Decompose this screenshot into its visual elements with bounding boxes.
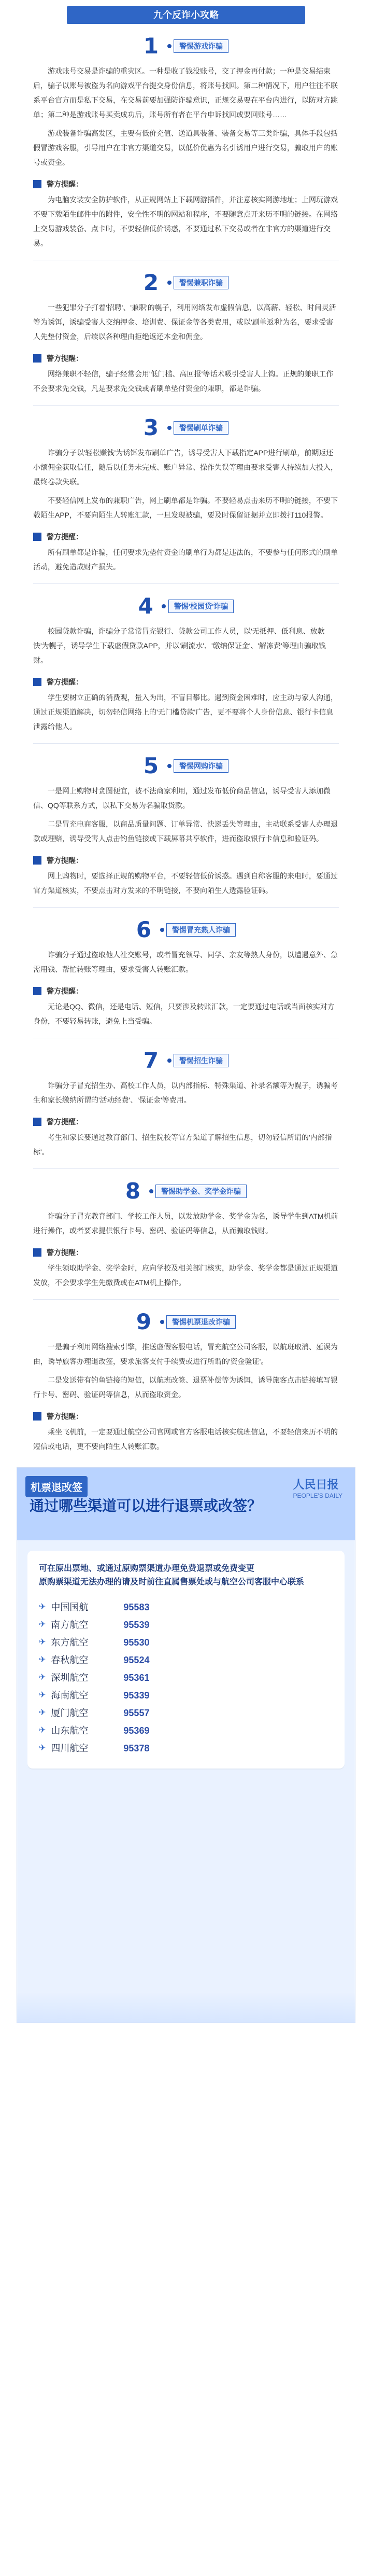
airline-name: 厦门航空: [51, 1708, 89, 1718]
airline-hotline-item: [39, 1739, 333, 1757]
tip-text: 为电脑安装安全防护软件，从正规网站上下载网游插件，并注意核实网游地址；上网玩游戏不要下载陌生邮件中的附件，安全性不明的网站和程序，不要随意点开来历不明的链接。在网络上交易游戏装备、点卡时，不要轻信低价诱惑，不要通过私下交易或者在非官方的渠道进行交易。: [33, 196, 338, 247]
dot-icon: [167, 426, 171, 430]
square-icon: [33, 533, 41, 541]
airline-number: 95524: [123, 1655, 150, 1665]
section-paragraph: 不要轻信网上发布的兼职广告，网上刷单都是诈骗。不要轻易点击来历不明的链接，不要下载陌生APP，不要向陌生人转账汇款，一旦发现被骗，要及时保留证据并立即拨打110报警。: [33, 496, 338, 519]
tip-label: 警方提醒：: [47, 180, 83, 188]
airline-hotline-item: [39, 1616, 333, 1634]
tip-text: 所有刷单都是诈骗，任何要求先垫付资金的刷单行为都是违法的，不要参与任何形式的刷单活动，避免造成财产损失。: [33, 548, 338, 571]
tip-text: 学生要树立正确的消费观，量入为出，不盲目攀比。遇到资金困难时，应主动与家人沟通，通过正规渠道解决，切勿轻信网络上的'无门槛贷款'广告，更不要将个人身份信息、银行卡信息泄露给他人。: [33, 693, 338, 731]
section-8: [0, 1178, 372, 1290]
tip-text: 乘坐飞机前，一定要通过航空公司官网或官方客服电话核实航班信息，不要轻信来历不明的短信或电话，更不要向陌生人转账汇款。: [33, 1428, 338, 1451]
tip-text: 学生领取助学金、奖学金时，应向学校及相关部门核实，助学金、奖学金都是通过正规渠道发放，不会要求学生先缴费或在ATM机上操作。: [33, 1264, 338, 1287]
tip-row: [33, 1247, 339, 1258]
airline-number: 95378: [123, 1743, 150, 1753]
airline-name: 东方航空: [51, 1637, 89, 1648]
airline-name: 四川航空: [51, 1743, 89, 1753]
logo-subtext: PEOPLE'S DAILY: [293, 1492, 342, 1499]
airline-hotline-item: [39, 1634, 333, 1651]
section-paragraph: 诈骗分子冒充教育部门、学校工作人员，以发放助学金、奖学金为名，诱导学生到ATM机前进行操作，或者要求提供银行卡号、密码、验证码等信息，从而骗取钱财。: [33, 1212, 338, 1235]
airline-name: 海南航空: [51, 1690, 89, 1701]
dot-icon: [160, 1320, 164, 1324]
section-number: 2: [143, 270, 159, 295]
tip-row: [33, 677, 339, 687]
airline-number: 95369: [123, 1725, 150, 1736]
square-icon: [33, 1118, 41, 1126]
airline-number: 95583: [123, 1602, 150, 1612]
section-paragraph: 校园贷款诈骗，诈骗分子常常冒充银行、贷款公司工作人员，以'无抵押、低利息、放款快'为幌子，诱导学生下载虚假贷款APP，并以'刷流水'、'缴纳保证金'、'解冻费'等理由骗取钱财。: [33, 627, 326, 664]
section-header: [33, 1178, 339, 1204]
logo-text: 人民日报: [293, 1478, 339, 1491]
section-paragraph: 诈骗分子以'轻松赚钱'为诱饵发布刷单广告，诱导受害人下载指定APP进行刷单，前期返还小额佣金获取信任，随后以任务未完成、账户异常、操作失误等理由要求受害人持续加大投入，最终卷款失联。: [33, 449, 338, 486]
section-label: 警惕网购诈骗: [174, 759, 228, 773]
airline-number: 95530: [123, 1637, 150, 1648]
airplane-icon: ✈: [39, 1708, 46, 1717]
section-9: [0, 1309, 372, 1454]
top-title-wrap: [0, 0, 372, 24]
square-icon: [33, 1412, 41, 1421]
tip-text: 无论是QQ、微信，还是电话、短信，只要涉及转账汇款，一定要通过电话或当面核实对方身份，不要轻易转账，避免上当受骗。: [33, 1002, 335, 1025]
square-icon: [33, 856, 41, 865]
section-paragraph: 二是冒充电商客服，以商品质量问题、订单异常、快递丢失等理由，主动联系受害人办理退款或理赔，诱导受害人点击钓鱼链接或下载屏幕共享软件，进而盗取银行卡信息和验证码。: [33, 820, 338, 843]
section-header: [33, 753, 339, 778]
airline-hotline-item: [39, 1669, 333, 1687]
airplane-icon: ✈: [39, 1603, 46, 1611]
dot-icon: [149, 1189, 153, 1193]
airline-name: 中国国航: [51, 1602, 89, 1612]
divider: [33, 583, 339, 584]
airline-number: 95361: [123, 1673, 150, 1683]
square-icon: [33, 678, 41, 686]
section-label: 警惕'校园贷'诈骗: [168, 600, 234, 613]
section-paragraph: 游戏装备诈骗高发区，主要有低价充值、送道具装备、装备交易等三类诈骗，具体手段包括假冒游戏客服，引导用户在非官方渠道交易，以低价优惠为名引诱用户进行交易，骗取用户的账号或资金。: [33, 129, 338, 166]
section-header: [33, 1309, 339, 1334]
section-header: [33, 593, 339, 619]
airline-hotline-item: [39, 1722, 333, 1739]
section-paragraph: 一是网上购物时贪图便宜，被不法商家利用，通过发布低价商品信息，诱导受害人添加微信、QQ等联系方式，以私下交易为名骗取货款。: [33, 787, 331, 810]
tip-text: 考生和家长要通过教育部门、招生院校等官方渠道了解招生信息，切勿轻信所谓的'内部指标'。: [33, 1133, 332, 1156]
tip-label: 警方提醒：: [47, 1248, 83, 1257]
section-number: 7: [143, 1048, 159, 1073]
tip-text: 网络兼职不轻信，骗子经常会用'低门槛、高回报'等话术吸引受害人上钩。正规的兼职工作不会要求先交钱，凡是要求先交钱或者刷单垫付资金的兼职，都是诈骗。: [33, 370, 334, 393]
tip-label: 警方提醒：: [47, 533, 83, 541]
airplane-icon: ✈: [39, 1638, 46, 1647]
divider: [33, 1168, 339, 1169]
divider: [33, 907, 339, 908]
dot-icon: [167, 1059, 171, 1063]
airplane-icon: ✈: [39, 1673, 46, 1682]
section-paragraph: 诈骗分子冒充招生办、高校工作人员，以内部指标、特殊渠道、补录名额等为幌子，诱骗考生和家长缴纳所谓的'活动经费'、'保证金'等费用。: [33, 1081, 338, 1104]
airplane-icon: ✈: [39, 1744, 46, 1752]
tip-row: [33, 353, 339, 364]
section-5: [0, 753, 372, 898]
page-title: 九个反诈小攻略: [67, 6, 305, 24]
tip-text: 网上购物时，要选择正规的购物平台，不要轻信低价诱惑。遇到自称客服的来电时，要通过官方渠道核实，不要点击对方发来的不明链接，不要向陌生人透露验证码。: [33, 872, 338, 895]
section-1: [0, 33, 372, 250]
airline-name: 山东航空: [51, 1725, 89, 1736]
divider: [33, 405, 339, 406]
tip-label: 警方提醒：: [47, 987, 83, 995]
airline-number: 95539: [123, 1620, 150, 1630]
section-number: 6: [136, 917, 152, 942]
section-7: [0, 1048, 372, 1159]
section-label: 警惕刷单诈骗: [174, 421, 228, 435]
dot-icon: [167, 281, 171, 285]
section-number: 8: [125, 1178, 141, 1204]
dot-icon: [167, 44, 171, 48]
section-paragraph: 一些犯罪分子打着'招聘'、'兼职'的幌子，利用网络发布虚假信息，以高薪、轻松、时间灵活等为诱饵，诱骗受害人交纳押金、培训费、保证金等各类费用，或以'刷单返利'为名，要求受害人先垫付资金，后续以各种理由拒绝返还本金和佣金。: [33, 303, 336, 341]
section-label: 警惕招生诈骗: [174, 1054, 228, 1067]
tip-row: [33, 532, 339, 542]
tip-label: 警方提醒：: [47, 678, 83, 686]
section-2: [0, 270, 372, 396]
section-paragraph: 二是发送带有钓鱼链接的短信，以航班改签、退票补偿等为诱饵，诱导旅客点击链接填写银行卡号、密码、验证码等信息，从而盗取资金。: [33, 1376, 338, 1399]
tip-row: [33, 1411, 339, 1422]
airline-number: 95339: [123, 1690, 150, 1701]
airline-hotline-list: [39, 1598, 333, 1757]
airline-hotline-item: [39, 1687, 333, 1704]
tip-label: 警方提醒：: [47, 1118, 83, 1126]
tip-row: [33, 986, 339, 996]
section-label: 警惕机票退改诈骗: [166, 1315, 236, 1329]
tip-row: [33, 1117, 339, 1127]
section-number: 1: [143, 33, 159, 59]
section-label: 警惕游戏诈骗: [174, 39, 228, 53]
airline-hotline-item: [39, 1598, 333, 1616]
section-header: [33, 33, 339, 59]
section-header: [33, 1048, 339, 1073]
square-icon: [33, 354, 41, 363]
poster-badge: 机票退改签: [25, 1476, 88, 1497]
dot-icon: [167, 764, 171, 768]
poster-header: [17, 1468, 355, 1540]
divider: [33, 743, 339, 744]
square-icon: [33, 987, 41, 995]
section-label: 警惕兼职诈骗: [174, 276, 228, 289]
section-header: [33, 415, 339, 440]
divider: [33, 1299, 339, 1300]
airline-name: 深圳航空: [51, 1673, 89, 1683]
section-header: [33, 917, 339, 942]
tip-row: [33, 855, 339, 866]
tip-label: 警方提醒：: [47, 856, 83, 865]
poster-note: 可在原出票地、或通过原购票渠道办理免费退票或免费变更 原购票渠道无法办理的请及时前往直属售票处或与航空公司客服中心联系: [39, 1564, 305, 1586]
tip-label: 警方提醒：: [47, 1412, 83, 1421]
airplane-icon: ✈: [39, 1655, 46, 1664]
section-label: 警惕助学金、奖学金诈骗: [155, 1185, 247, 1198]
dot-icon: [160, 928, 164, 932]
tip-row: [33, 179, 339, 189]
section-number: 3: [143, 415, 159, 440]
dot-icon: [162, 604, 166, 608]
poster-card: [27, 1551, 345, 1769]
section-paragraph: 诈骗分子通过盗取他人社交账号，或者冒充领导、同学、亲友等熟人身份，以遭遇意外、急需用钱、帮忙转账等理由，要求受害人转账汇款。: [33, 951, 338, 973]
section-number: 4: [138, 593, 153, 619]
airplane-icon: ✈: [39, 1726, 46, 1735]
section-4: [0, 593, 372, 734]
poster-footer-stripe: [17, 1992, 355, 2023]
airline-hotline-item: [39, 1651, 333, 1669]
section-paragraph: 一是骗子利用网络搜索引擎，推送虚假客服电话，冒充航空公司客服，以航班取消、延误为由，诱导旅客办理退改签，要求旅客支付手续费或进行所谓的'资金验证'。: [33, 1343, 338, 1366]
section-3: [0, 415, 372, 574]
section-6: [0, 917, 372, 1028]
section-label: 警惕冒充熟人诈骗: [166, 923, 236, 937]
poster: [17, 1467, 355, 2023]
airplane-icon: ✈: [39, 1691, 46, 1700]
airline-name: 春秋航空: [51, 1655, 89, 1665]
airline-hotline-item: [39, 1704, 333, 1722]
section-header: [33, 270, 339, 295]
airline-number: 95557: [123, 1708, 150, 1718]
square-icon: [33, 180, 41, 188]
square-icon: [33, 1248, 41, 1257]
airplane-icon: ✈: [39, 1620, 46, 1629]
section-number: 5: [143, 753, 159, 778]
poster-headline: 通过哪些渠道可以进行退票或改签？: [30, 1498, 262, 1514]
airline-name: 南方航空: [51, 1620, 89, 1630]
tip-label: 警方提醒：: [47, 354, 83, 363]
section-number: 9: [136, 1309, 152, 1334]
section-paragraph: 游戏账号交易是诈骗的重灾区。一种是收了钱没账号，交了押金再付款；一种是交易结束后，骗子以账号被盗为名向游戏平台提交身份信息，将账号找回。第二种情况下，用户往往不联系平台官方而是私下交易，在交易前要加强防诈骗意识，正规交易要在平台内进行，以防对方跳单；第二种是游戏账号买卖成功后，账号所有者在平台申诉找回或要回账号……: [33, 67, 338, 119]
